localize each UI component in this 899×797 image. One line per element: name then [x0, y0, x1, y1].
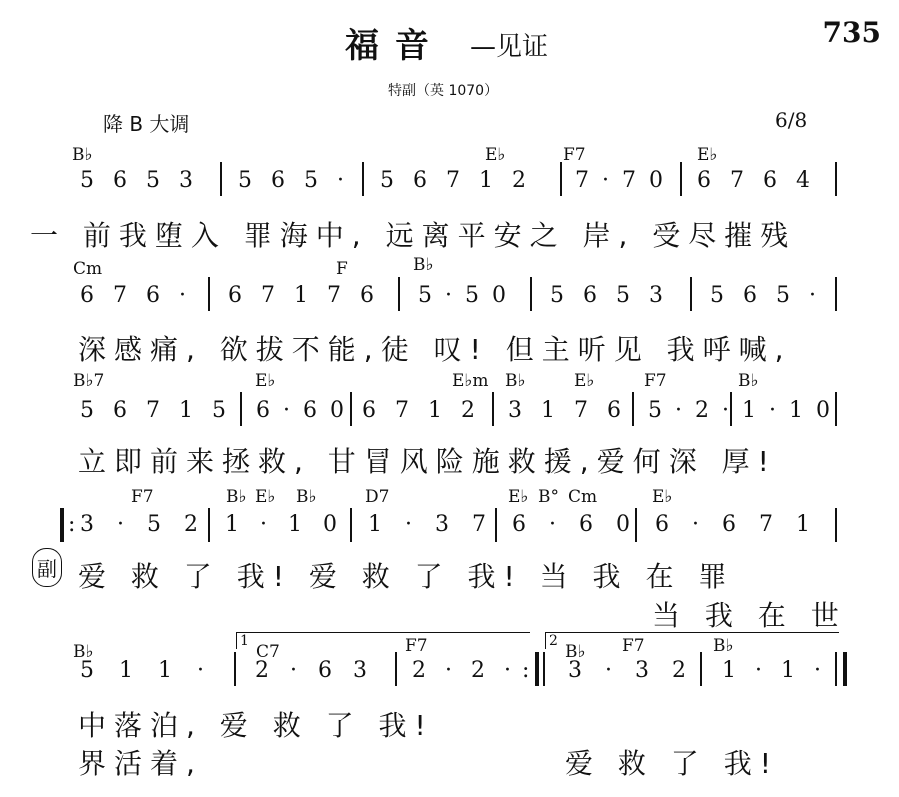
bar-line: [492, 392, 494, 426]
hymn-origin: 特副（英 1070）: [388, 83, 499, 99]
bar-line: [208, 508, 210, 542]
measure: 5 6 5 3: [550, 283, 664, 308]
lyric-line: 爱 救 了 我!: [565, 747, 779, 780]
bar-line: [632, 392, 634, 426]
lyric-line: 界活着,: [78, 747, 203, 780]
measure: 6 · 6 0: [512, 512, 631, 537]
bar-line: [835, 162, 837, 196]
measure: 1 · 3 7: [368, 512, 487, 537]
key-signature: 降 B 大调: [103, 112, 190, 136]
measure: 5 6 7 1 5: [80, 398, 227, 423]
measure: 5 1 1 ·: [80, 658, 205, 683]
volta-number: 2: [549, 633, 558, 649]
bar-line: [635, 508, 637, 542]
measure: 6 · 6 0: [256, 398, 345, 423]
refrain-label: 副: [32, 548, 62, 587]
chord: E♭: [697, 145, 718, 165]
chord: C7: [256, 642, 280, 662]
measure: 3 · 3 2: [568, 658, 687, 683]
first-ending-bracket: [236, 632, 530, 649]
chord: B♭: [565, 642, 586, 662]
measure: 5 6 5 ·: [710, 283, 817, 308]
measure: 7 · 7 0: [575, 168, 664, 193]
bar-line: [395, 652, 397, 686]
chord: F7: [622, 636, 645, 656]
measure: 6 · 6 7 1: [655, 512, 811, 537]
bar-line: [398, 277, 400, 311]
hymn-subtitle: —见证: [470, 32, 549, 62]
chord: E♭: [255, 487, 276, 507]
bar-line: [730, 392, 732, 426]
final-bar: [843, 652, 847, 686]
measure: 5 · 2 ·: [648, 398, 730, 423]
lyric-line: 一 前我堕入 罪海中, 远离平安之 岸, 受尽摧残: [30, 219, 797, 252]
measure: 2 · 6 3: [255, 658, 368, 683]
bar-line: [362, 162, 364, 196]
chord: B♭: [296, 487, 317, 507]
hymn-title: 福 音: [345, 26, 431, 66]
lyric-line: 爱 救 了 我! 爱 救 了 我! 当 我 在 罪: [78, 560, 735, 593]
bar-line: [560, 162, 562, 196]
measure: 5 6 5 ·: [238, 168, 345, 193]
bar-line: [835, 277, 837, 311]
volta-number: 1: [240, 633, 249, 649]
bar-line: [835, 508, 837, 542]
repeat-dots: :: [522, 658, 531, 683]
lyric-line: 立即前来拯救, 甘冒风险施救援,爱何深 厚!: [78, 445, 777, 478]
chord: B♭: [226, 487, 247, 507]
chord: E♭: [508, 487, 529, 507]
chord: B♭: [505, 371, 526, 391]
chord: F7: [644, 371, 667, 391]
measure: 1 · 1 ·: [722, 658, 822, 683]
chord: E♭m: [452, 371, 489, 391]
measure: 5 · 5 0: [418, 283, 507, 308]
chord: F7: [563, 145, 586, 165]
chord: Cm: [568, 487, 598, 507]
lyric-line: 中落泊, 爱 救 了 我!: [78, 709, 434, 742]
time-signature: 6/8: [775, 108, 808, 132]
bar-line: [350, 508, 352, 542]
chord: B♭: [413, 255, 434, 275]
measure: 6 7 1 7 6: [228, 283, 375, 308]
chord: F7: [405, 636, 428, 656]
bar-line: [350, 392, 352, 426]
bar-line: [208, 277, 210, 311]
second-ending-bracket: [545, 632, 839, 649]
bar-line: [680, 162, 682, 196]
bar-line: [835, 392, 837, 426]
chord: D7: [365, 487, 390, 507]
chord: F: [336, 259, 348, 279]
chord: B♭: [73, 642, 94, 662]
chord: B♭: [713, 636, 734, 656]
bar-line: [234, 652, 236, 686]
measure: 1 · 1 0: [742, 398, 831, 423]
measure: 5 6 7 1 2: [380, 168, 527, 193]
repeat-dots: :: [68, 512, 77, 537]
bar-line: [543, 652, 545, 686]
bar-line: [240, 392, 242, 426]
lyric-line: 当 我 在 世: [652, 599, 847, 632]
bar-line: [835, 652, 837, 686]
measure: 1 · 1 0: [225, 512, 338, 537]
measure: 5 6 5 3: [80, 168, 194, 193]
chord: E♭: [485, 145, 506, 165]
chord: E♭: [652, 487, 673, 507]
bar-line: [530, 277, 532, 311]
measure: 3 1 7 6: [508, 398, 622, 423]
chord: Cm: [73, 259, 103, 279]
bar-line: [700, 652, 702, 686]
measure: 6 7 6 4: [697, 168, 811, 193]
measure: 6 7 6 ·: [80, 283, 187, 308]
chord: B°: [538, 487, 559, 507]
measure: 2 · 2 ·: [412, 658, 512, 683]
chord: B♭: [72, 145, 93, 165]
chord: F7: [131, 487, 154, 507]
chord: E♭: [574, 371, 595, 391]
bar-line: [220, 162, 222, 196]
chord: E♭: [255, 371, 276, 391]
chord: B♭: [738, 371, 759, 391]
chord: B♭7: [73, 371, 105, 391]
measure: 6 7 1 2: [362, 398, 476, 423]
bar-line: [495, 508, 497, 542]
hymn-number: 735: [822, 16, 881, 49]
measure: 3 · 5 2: [80, 512, 199, 537]
repeat-end-bar: [535, 652, 539, 686]
repeat-start-bar: [60, 508, 64, 542]
lyric-line: 深感痛, 欲拔不能,徒 叹! 但主听见 我呼喊,: [78, 333, 792, 366]
bar-line: [690, 277, 692, 311]
